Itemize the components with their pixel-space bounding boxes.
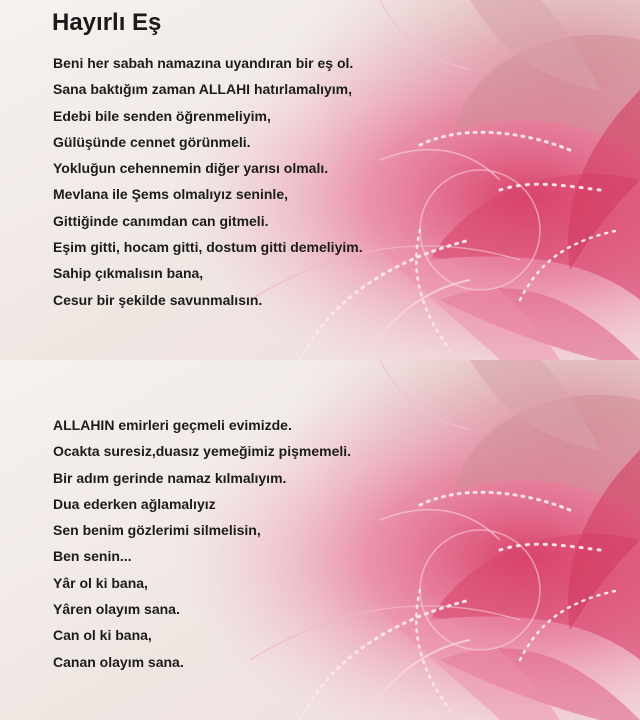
poem-line: Gittiğinde canımdan can gitmeli. — [53, 212, 269, 229]
poem-line: Mevlana ile Şems olmalıyız seninle, — [53, 186, 288, 203]
poem-line: Dua ederken ağlamalıyız — [53, 495, 216, 512]
poem-line: ALLAHIN emirleri geçmeli evimizde. — [53, 417, 292, 433]
poem-line: Eşim gitti, hocam gitti, dostum gitti demeliyim. — [53, 239, 363, 256]
poem-line: Canan olayım sana. — [53, 653, 184, 670]
poem-line: Ben senin... — [53, 548, 132, 565]
poem-line: Edebi bile senden öğrenmeliyim, — [53, 107, 271, 124]
poem-line: Yâren olayım sana. — [53, 601, 180, 618]
poem-stanza-2 — [53, 415, 351, 678]
poem-line: Ocakta suresiz,duasız yemeğimiz pişmemeli. — [53, 443, 352, 460]
poem-title: Hayırlı Eş — [52, 9, 162, 36]
poem-line: Bir adım gerinde namaz kılmalıyım. — [53, 469, 287, 486]
poem-line: Can ol ki bana, — [53, 627, 152, 644]
poem-line: Sen benim gözlerimi silmelisin, — [53, 522, 261, 539]
poem-line: Cesur bir şekilde savunmalısın. — [53, 291, 263, 308]
poem-line: Beni her sabah namazına uyandıran bir eş ol. — [53, 55, 354, 71]
poem-line: Gülüşünde cennet görünmeli. — [53, 133, 251, 150]
poem-line: Sana baktığım zaman ALLAHI hatırlamalıyım, — [53, 81, 353, 98]
poem-line: Yokluğun cehennemin diğer yarısı olmalı. — [53, 160, 329, 177]
poem-line: Sahip çıkmalısın bana, — [53, 265, 204, 282]
poem-line: Yâr ol ki bana, — [53, 574, 148, 591]
poem-panel-bottom — [0, 360, 640, 720]
poem-stanza-1 — [53, 53, 363, 316]
